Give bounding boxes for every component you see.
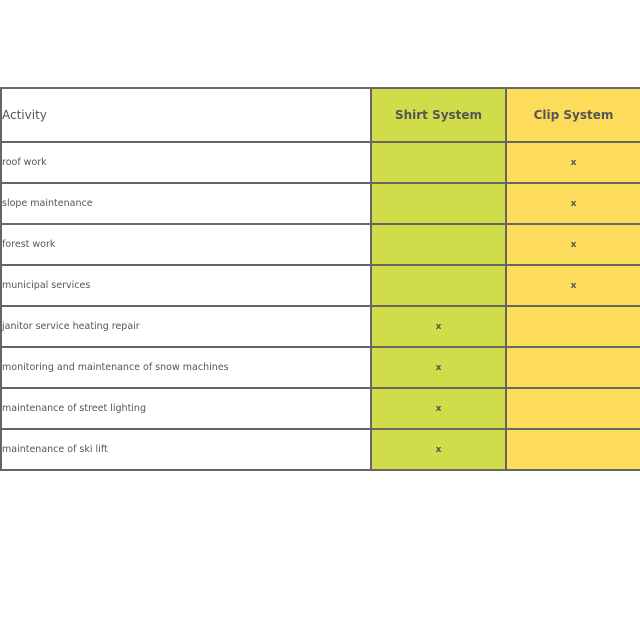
shirt-system-cell	[371, 224, 506, 265]
shirt-system-cell: x	[371, 306, 506, 347]
table-row	[1, 265, 640, 306]
activity-cell: maintenance of street lighting	[1, 388, 371, 429]
clip-system-cell	[506, 429, 640, 470]
clip-system-cell: x	[506, 224, 640, 265]
activity-cell: forest work	[1, 224, 371, 265]
activity-cell: maintenance of ski lift	[1, 429, 371, 470]
table-row	[1, 429, 640, 470]
clip-system-cell: x	[506, 265, 640, 306]
shirt-system-cell: x	[371, 388, 506, 429]
shirt-system-cell	[371, 183, 506, 224]
table-row	[1, 224, 640, 265]
header-shirt-system: Shirt System	[371, 88, 506, 142]
activity-cell: roof work	[1, 142, 371, 183]
shirt-system-cell: x	[371, 347, 506, 388]
table-row	[1, 142, 640, 183]
header-activity: Activity	[1, 88, 371, 142]
header-clip-system: Clip System	[506, 88, 640, 142]
activity-cell: janitor service heating repair	[1, 306, 371, 347]
clip-system-cell	[506, 388, 640, 429]
activity-cell: monitoring and maintenance of snow machines	[1, 347, 371, 388]
table-row	[1, 306, 640, 347]
activity-system-table	[0, 87, 640, 471]
activity-cell: slope maintenance	[1, 183, 371, 224]
table-row	[1, 388, 640, 429]
clip-system-cell: x	[506, 142, 640, 183]
activity-cell: municipal services	[1, 265, 371, 306]
table-row	[1, 347, 640, 388]
shirt-system-cell	[371, 142, 506, 183]
header-row	[1, 88, 640, 142]
table-row	[1, 183, 640, 224]
shirt-system-cell	[371, 265, 506, 306]
shirt-system-cell: x	[371, 429, 506, 470]
clip-system-cell	[506, 306, 640, 347]
clip-system-cell	[506, 347, 640, 388]
clip-system-cell: x	[506, 183, 640, 224]
